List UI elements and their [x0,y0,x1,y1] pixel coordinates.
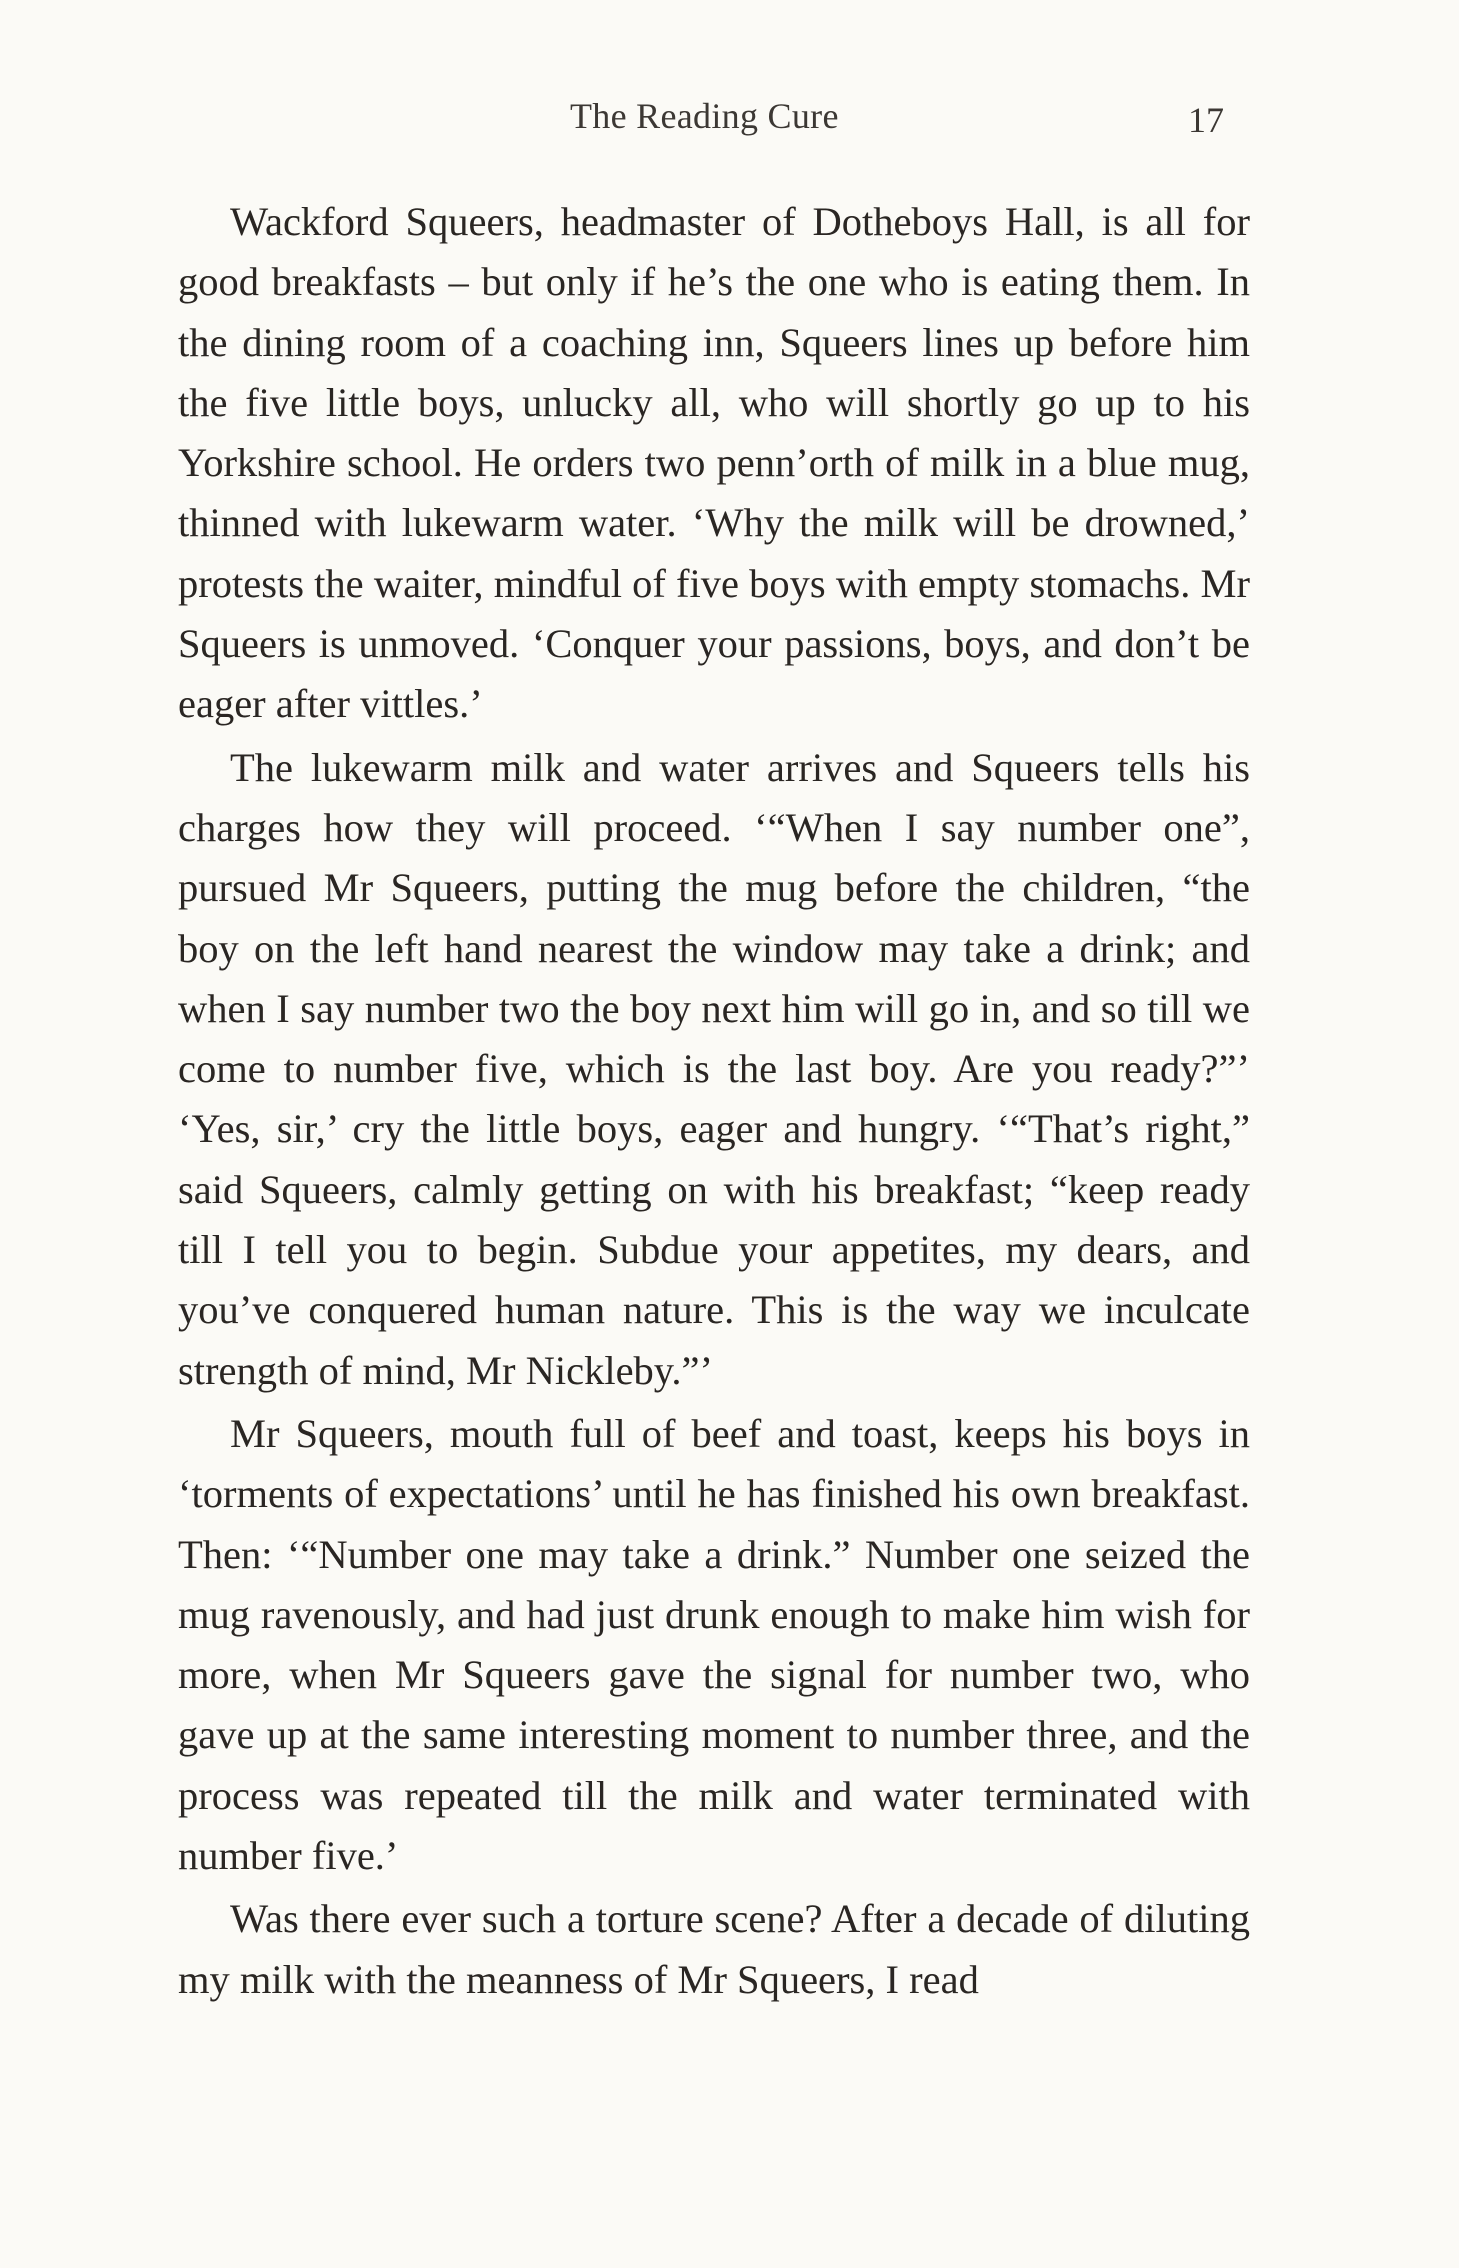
running-head [0,95,1459,145]
paragraph-2: The lukewarm milk and water arrives and Squeers tells his charges how they will proceed. ‘“When I say number one”, pursued Mr Squeers, putting the mug before the children, “the boy on the left hand nearest the window may take a drink; and when I say number two the boy next him will go in, and so till we come to number five, which is the last boy. Are you ready?”’ ‘Yes, sir,’ cry the little boys, eager and hungry. ‘“That’s right,” said Squeers, calmly getting on with his breakfast; “keep ready till I tell you to begin. Subdue your appetites, my dears, and you’ve conquered human nature. This is the way we inculcate strength of mind, Mr Nickleby.”’ [178,744,1250,1393]
body-text [178,192,1250,2013]
paragraph-4: Was there ever such a torture scene? After a decade of diluting my milk with the meanness of Mr Squeers, I read [178,1896,1250,2002]
paragraph-1: Wackford Squeers, headmaster of Dotheboys Hall, is all for good breakfasts – but only if he’s the one who is eating them. In the dining room of a coaching inn, Squeers lines up before him the five little boys, unlucky all, who will shortly go up to his Yorkshire school. He orders two penn’orth of milk in a blue mug, thinned with lukewarm water. ‘Why the milk will be drowned,’ protests the waiter, mindful of five boys with empty stomachs. Mr Squeers is unmoved. ‘Conquer your passions, boys, and don’t be eager after vittles.’ [178,199,1250,727]
paragraph-3: Mr Squeers, mouth full of beef and toast, keeps his boys in ‘torments of expectations’ until he has finished his own breakfast. Then: ‘“Number one may take a drink.” Number one seized the mug ravenously, and had just drunk enough to make him wish for more, when Mr Squeers gave the signal for number two, who gave up at the same interesting moment to number three, and the process was repeated till the milk and water terminated with number five.’ [178,1410,1250,1879]
page-number: 17 [1188,100,1224,140]
running-title: The Reading Cure [570,96,839,136]
